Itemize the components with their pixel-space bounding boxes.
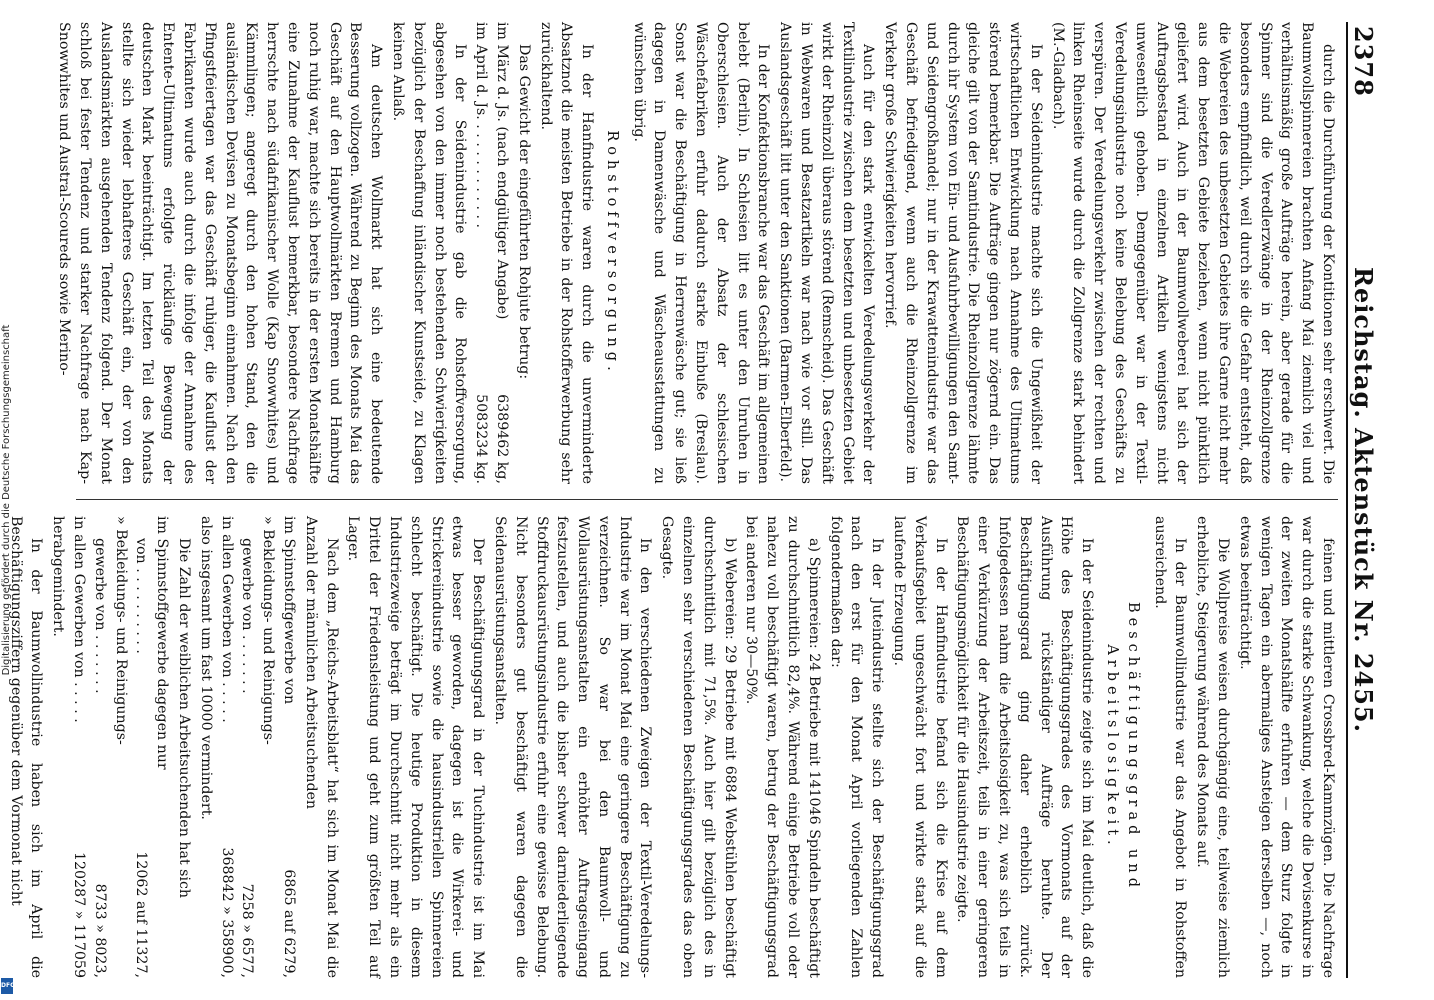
row-value <box>151 824 172 978</box>
row-value <box>110 824 131 978</box>
paragraph: In der Hanfindustrie befand sich die Krise auf dem Verkaufsgebiet ungeschwächt fort und wirkte stark auf die laufende Erzeugung. <box>891 516 949 978</box>
paragraph: Am deutschen Wollmarkt hat sich eine bedeutende Besserung vollzogen. Während zu Beginn des Monats Mai das Geschäft auf den Hauptwollmärkten Bremen und Hamburg noch ruhig war, machte sich bereits in der ersten Monatshälfte eine Zunahme der Kauflust bemerkbar, besondere Nachfrage herrschte nach südafrikanischer Wolle (Kap Snowwhites) und Kämmlingen; angeregt durch den hohen Stand, den die ausländischen Devisen zu Monatsbeginn einnahmen. Nach den Pfingstfeiertagen war das Geschäft ruhiger, die Kauflust der Fabrikanten wurde auch durch die infolge der Annahme des Entente-Ultimatums erfolgte rückläufige Bewegung der deutschen Mark beeinträchtigt. Im letzten Teil des Monats stellte sich wieder lebhafteres Geschäft ein, der von den Auslandsmärkten ausgehenden Tendenz folgend. Der Monat schloß bei fester Tendenz und starker Nachfrage nach Kap-Snowwhites und Austral-Scoureds sowie Merino- <box>56 22 385 484</box>
paragraph: a) Spinnereien: 24 Betriebe mit 141046 Spindeln beschäftigt zu durchschnittlich 82,4%. Während einige Betriebe voll oder nahezu voll beschäftigt waren, betrug der Beschäftigungsgrad bei anderen nur 30—50%. <box>743 516 822 978</box>
paragraph: In der Hanfindustrie waren durch die unverminderte Absatznot die meisten Betriebe in der Rohstofferwerbung sehr zurückhaltend. <box>537 22 596 484</box>
paragraph: Der Beschäftigungsgrad in der Tuchindustrie ist im Mai etwas besser geworden, dagegen ist die Wirkerei- und Strickereiindustrie sowie die hausindustriellen Spinnereien schlecht beschäftigt. Die heutige Produktion in diesem Industriezweige beträgt im Durchschnitt nicht mehr als ein Drittel der Friedensleistung und geht zum größten Teil auf Lager. <box>345 516 487 978</box>
left-column <box>56 22 1338 484</box>
row-value: 7258 » 6577, <box>239 883 256 978</box>
paragraph: In der Baumwollindustrie haben sich im April die Beschäftigungsziffern gegenüber dem Vormonat nicht <box>7 516 45 978</box>
table-row <box>491 22 512 484</box>
row-label: in allen Gewerben von . . . . . <box>70 516 87 723</box>
paragraph: In der Juteindustrie stellte sich der Beschäftigungsgrad nach den erst für den Monat April vorliegenden Zahlen folgendermaßen dar: <box>827 516 886 978</box>
row-label: im April d. Js. . . . . . . . . . . . . <box>473 22 490 229</box>
row-label: » Bekleidungs- und Reinigungs- <box>260 516 277 745</box>
table-row <box>257 516 278 978</box>
row-label: von . . . . . . . . . . <box>133 538 150 654</box>
table-row <box>68 516 89 978</box>
paragraph: Auch für den stark entwickelten Veredelungsverkehr der Textilindustrie zwischen dem besetzten und unbesetzten Gebiet wirkt der Rheinzoll überaus störend (Remscheid). Das Geschäft in Webwaren und Besatzartikeln war nach wie vor still. Das Auslandsgeschäft litt unter den Sanktionen (Barmen-Elberfeld). <box>777 22 877 484</box>
row-label: gewerbe von . . . . . . . <box>91 538 108 694</box>
row-value: 6865 auf 6279, <box>280 869 297 978</box>
page-number: 2378 <box>1349 26 1378 97</box>
paragraph: herabgemindert. <box>50 516 67 637</box>
row-label: im Spinnstoffgewerbe von <box>280 516 297 705</box>
row-label: in allen Gewerben von . . . . . <box>218 516 235 723</box>
paragraph: In der Baumwollindustrie war das Angebot in Rohstoffen ausreichend. <box>1151 516 1189 978</box>
row-value: 6389462 kg, <box>493 394 510 484</box>
row-label: » Bekleidungs- und Reinigungs- <box>112 516 129 745</box>
table-row <box>278 516 299 978</box>
table-row <box>237 516 258 978</box>
page-header <box>1346 22 1382 978</box>
row-value: 12062 auf 11327, <box>133 851 150 978</box>
running-head: Reichstag. Aktenstück Nr. 2455. <box>1349 267 1378 733</box>
table-row <box>89 516 110 978</box>
paragraph: feinen und mittleren Crossbred-Kammzügen. Die Nachfrage war durch die starke Schwankung, welche die Devisenkurse in der zweiten Monatshälfte erfuhren — dem Sturz folgte in wenigen Tagen ein abermaliges Ansteigen derselben —, noch etwas beeinträchtigt. <box>1236 516 1336 978</box>
row-label: im März d. Js. (nach endgültiger Angabe) <box>493 22 510 320</box>
row-value: 120287 » 117059 <box>70 851 87 978</box>
paragraph: Die Zahl der weiblichen Arbeitsuchenden hat sich <box>175 538 192 899</box>
column-rule <box>76 499 1338 500</box>
paragraph: Nach dem „Reichs-Arbeitsblatt“ hat sich im Monat Mai die Anzahl der männlichen Arbeitsuchenden <box>302 516 340 978</box>
paragraph: Die Wollpreise weisen durchgängig eine, teilweise ziemlich erhebliche, Steigerung während des Monats auf. <box>1194 516 1232 978</box>
jute-import-table <box>470 22 512 484</box>
row-value <box>257 810 278 978</box>
section-heading-beschaeftigung: Beschäftigungsgrad und Arbeitslosigkeit. <box>1104 601 1141 892</box>
paragraph: In den verschiedenen Zweigen der Textil-Veredelungs-Industrie war im Monat Mai eine geringere Beschäftigung zu verzeichnen. So war bei den Baumwoll- und Wollausrüstungsanstalten ein erhöhter Auftragseingang festzustellen, und auch die bisher schwer darniederliegende Stoffdruckausrüstungsindustrie erfuhr eine gewisse Belebung. Nicht besonders gut beschäftigt waren dagegen die Seidenausrüstungsanstalten. <box>491 516 654 978</box>
row-value: 368842 » 358900, <box>218 847 235 978</box>
paragraph: In der Konfektionsbranche war das Geschäft im allgemeinen belebt (Berlin). In Schlesien litt es unter den Unruhen in Oberschlesien. Auch der Absatz der schlesischen Wäschefabriken erfuhr dadurch starke Einbuße (Breslau). Sonst war die Beschäftigung in Herrenwäsche gut; sie ließ dagegen in Damenwäsche und Wäscheausstattungen zu wünschen übrig. <box>630 22 772 484</box>
row-value: 5083234 kg. <box>473 394 490 484</box>
table-row <box>131 516 152 978</box>
paragraph: In der Seidenindustrie zeigte sich im Mai deutlich, daß die Höhe des Beschäftigungsgrades des Vormonats auf der Ausführung rückständiger Aufträge beruhte. Der Beschäftigungsgrad ging daher erheblich zurück. Infolgedessen nahm die Arbeitslosigkeit zu, was sich teils in einer Verkürzung der Arbeitszeit, teils in einer geringeren Beschäftigungsmöglichkeit für die Hausindustrie zeigte. <box>954 516 1096 978</box>
paragraph: In der Seidenindustrie gab die Rohstoffversorgung, abgesehen von den immer noch bestehenden Schwierigkeiten bezüglich der Beschaffung inländischer Kunstseide, zu Klagen keinen Anlaß. <box>389 22 469 484</box>
paragraph: Das Gewicht der eingeführten Rohjute betrug: <box>515 44 532 380</box>
row-label: im Spinnstoffgewerbe dagegen nur <box>154 516 171 770</box>
credit-text: Digitalisierung gefördert durch die Deutsche Forschungsgemeinschaft <box>1 324 12 676</box>
table-row <box>110 516 131 978</box>
table-row <box>470 22 491 484</box>
paragraph: also insgesamt um fast 10000 vermindert. <box>197 516 214 820</box>
paragraph: b) Webereien: 29 Betriebe mit 6884 Webstühlen beschäftigt durchschnittlich mit 71,5%. Auch hier gilt bezüglich des in einzelnen sehr verschiedenen Beschäftigungsgrades das oben Gesagte. <box>659 516 738 978</box>
table-row <box>151 516 172 978</box>
paragraph: In der Seidenindustrie machte sich die Ungewißheit der wirtschaftlichen Entwicklung nach Annahme des Ultimatums störend bemerkbar. Die Aufträge gingen nur zögernd ein. Das gleiche gilt von der Samtindustrie. Die Rheinzollgrenze lähmte durch ihr System von Ein- und Ausfuhrbewilligungen den Samt- und Seidengroßhandel; nur in der Krawattenindustrie war das Geschäft befriedigend, wenn auch die Rheinzollgrenze im Verkehr große Schwierigkeiten hervorrief. <box>882 22 1044 484</box>
dfg-logo: DFG <box>1 978 13 994</box>
table-row <box>216 516 237 978</box>
right-column <box>7 516 1338 978</box>
paragraph: durch die Durchführung der Kontitionen sehr erschwert. Die Baumwollspinnereien brachten Anfang Mai ziemlich viel und verhältnismäßig große Aufträge herein, aber gerade für die Spinner sind die Veredlerzwänge in der Rheinzollgrenze besonders empfindlich, weil durch sie die Gefahr entsteht, daß die Webereien des unbesetzten Gebietes ihre Garne nicht mehr aus dem besetzten Gebiete beziehen, wenn nicht pünktlich geliefert wird. Auch in der Baumwollweberei hat sich der Auftragsbestand in einzelnen Artikeln wenigstens nicht unwesentlich gehoben. Demgegenüber war in der Textil-Veredelungsindustrie noch keine Belebung des Geschäfts zu verspüren. Der Veredelungsverkehr zwischen der rechten und linken Rheinseite wurde durch die Zollgrenze stark behindert (M.-Gladbach). <box>1049 22 1336 484</box>
male-jobseekers-table <box>216 516 299 978</box>
row-value: 8733 » 8023, <box>91 883 108 978</box>
row-label: gewerbe von . . . . . . . <box>239 538 256 694</box>
section-heading-rohstoff: Rohstoffversorgung. <box>603 130 620 376</box>
female-jobseekers-table <box>68 516 172 978</box>
